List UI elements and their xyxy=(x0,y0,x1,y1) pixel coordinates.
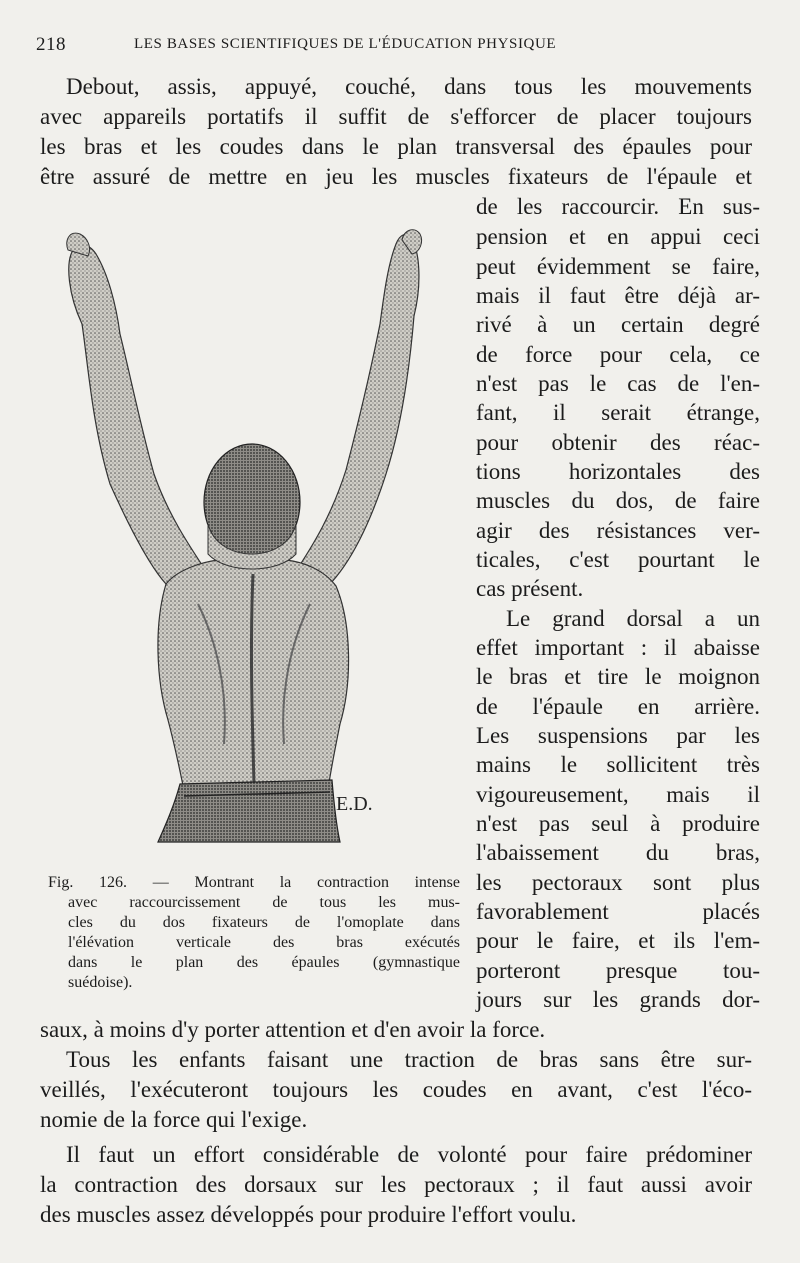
column-line: mais il faut être déjà ar- xyxy=(476,283,760,308)
column-line: cas présent. xyxy=(476,576,584,601)
man-back-arms-raised-illustration xyxy=(58,224,458,864)
column-line: favorablement placés xyxy=(476,899,760,924)
body-line: des muscles assez développés pour produire l'effort voulu. xyxy=(40,1202,577,1227)
body-line: la contraction des dorsaux sur les pectoraux ; il faut aussi avoir xyxy=(40,1172,752,1197)
caption-line: l'élévation verticale des bras exécutés xyxy=(68,934,460,951)
body-line: avec appareils portatifs il suffit de s'efforcer de placer toujours xyxy=(40,104,752,129)
column-line: de les raccourcir. En sus- xyxy=(476,194,760,219)
body-line: nomie de la force qui l'exige. xyxy=(40,1107,308,1132)
column-line: rivé à un certain degré xyxy=(476,312,760,337)
column-line: peut évidemment se faire, xyxy=(476,254,760,279)
column-line: n'est pas seul à produire xyxy=(476,811,760,836)
column-line: pour obtenir des réac- xyxy=(476,430,760,455)
column-line: ticales, c'est pourtant le xyxy=(476,547,760,572)
artist-signature: E.D. xyxy=(336,793,373,815)
body-line: les bras et les coudes dans le plan transversal des épaules pour xyxy=(40,134,752,159)
column-line: les pectoraux sont plus xyxy=(476,870,760,895)
column-line: le bras et tire le moignon xyxy=(476,664,760,689)
caption-line: avec raccourcissement de tous les mus- xyxy=(68,894,460,911)
body-line: être assuré de mettre en jeu les muscles fixateurs de l'épaule et xyxy=(40,164,752,189)
column-line: Les suspensions par les xyxy=(476,723,760,748)
column-line: pension et en appui ceci xyxy=(476,224,760,249)
body-line: Il faut un effort considérable de volonté pour faire prédominer xyxy=(66,1142,752,1167)
column-line: fant, il serait étrange, xyxy=(476,400,760,425)
column-line: vigoureusement, mais il xyxy=(476,782,760,807)
column-line: n'est pas le cas de l'en- xyxy=(476,371,760,396)
column-line: pour le faire, et ils l'em- xyxy=(476,928,760,953)
column-line: muscles du dos, de faire xyxy=(476,488,760,513)
page-header xyxy=(36,34,736,58)
figure-caption xyxy=(48,873,460,993)
caption-line: cles du dos fixateurs de l'omoplate dans xyxy=(68,914,460,931)
caption-line: dans le plan des épaules (gymnastique xyxy=(68,954,460,971)
caption-line: suédoise). xyxy=(68,974,133,991)
body-line: Debout, assis, appuyé, couché, dans tous les mouvements xyxy=(66,74,752,99)
figure-illustration xyxy=(58,224,458,864)
column-line: jours sur les grands dor- xyxy=(476,987,760,1012)
body-line: veillés, l'exécuteront toujours les coudes en avant, c'est l'éco- xyxy=(40,1077,752,1102)
running-title: LES BASES SCIENTIFIQUES DE L'ÉDUCATION PHYSIQUE xyxy=(134,36,557,52)
column-line: mains le sollicitent très xyxy=(476,752,760,777)
caption-line: Fig. 126. — Montrant la contraction intense xyxy=(48,874,460,891)
column-line: de l'épaule en arrière. xyxy=(476,694,760,719)
body-line: Tous les enfants faisant une traction de bras sans être sur- xyxy=(66,1047,752,1072)
column-line: tions horizontales des xyxy=(476,459,760,484)
column-line: de force pour cela, ce xyxy=(476,342,760,367)
column-line: Le grand dorsal a un xyxy=(506,606,760,631)
column-line: effet important : il abaisse xyxy=(476,635,760,660)
column-line: agir des résistances ver- xyxy=(476,518,760,543)
page-number: 218 xyxy=(36,34,66,55)
column-line: l'abaissement du bras, xyxy=(476,840,760,865)
column-line: porteront presque tou- xyxy=(476,958,760,983)
body-line: saux, à moins d'y porter attention et d'en avoir la force. xyxy=(40,1017,546,1042)
